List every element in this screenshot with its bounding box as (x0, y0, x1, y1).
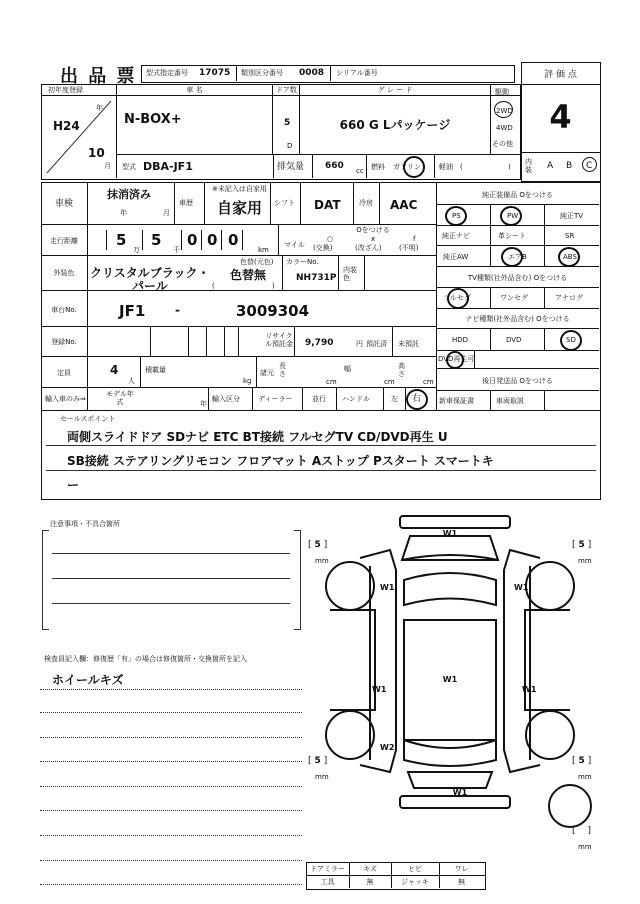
selling-points-line3: ー (67, 478, 80, 492)
tv-title: TV種類(社外品含む) Oをつける (467, 274, 568, 282)
class-label: 類別区分番号 (241, 69, 283, 77)
equip-airbag: エアB (508, 253, 527, 261)
damage-label-3: W1 (514, 583, 529, 592)
damage-label-5: W1 (442, 675, 458, 684)
mileage-opt2-mark: x (371, 235, 376, 243)
remark: ホイールキズ (52, 673, 124, 687)
interior-c: C (586, 161, 593, 171)
drive-4wd: 4WD (496, 124, 513, 132)
footer-header-1: ドアミラー (310, 865, 345, 873)
mileage-mile: マイル (284, 241, 305, 249)
navi-sd: SD (566, 336, 576, 344)
disp: 660 (325, 161, 344, 171)
model-label: 型式 (122, 163, 136, 171)
equip-aw: 純正AW (443, 253, 469, 261)
shift: DAT (314, 198, 341, 212)
fuel-light: 軽油 (439, 163, 453, 171)
evaluation-label: 評 価 点 (544, 70, 577, 80)
dims-height: 高さ (398, 362, 405, 378)
mileage-opt1-mark: ○ (327, 235, 334, 243)
dims-width: 幅 (344, 365, 351, 373)
mileage-circle-label: Oをつける (356, 226, 390, 234)
damage-label-4: W1 (372, 685, 387, 694)
shift-label: シフト (274, 199, 295, 207)
tread-fr-mm: mm (578, 557, 592, 565)
tread-spare-mm: mm (578, 843, 592, 851)
mileage-label: 走行距離 (50, 237, 78, 245)
fuel-gas-circle (403, 156, 425, 178)
capacity-unit: 人 (128, 377, 135, 385)
equip-sr: SR (565, 232, 575, 240)
tv-fullseg-circle (447, 288, 469, 309)
damage-label-7: W2 (380, 743, 395, 752)
color-code-label: カラーNo. (286, 258, 319, 266)
tread-rr-mm: mm (578, 773, 592, 781)
damage-label-8: W1 (452, 788, 468, 797)
first-reg-month-mark: 月 (104, 162, 111, 170)
footer-value-1: 工具 (320, 878, 335, 886)
recycle-not-deposited: 未預託 (398, 340, 419, 348)
capacity-value: 4 (110, 363, 119, 377)
recycle-unit: 円 (356, 340, 363, 348)
class-no: 0008 (299, 68, 325, 78)
mileage-digit-5: 0 (228, 231, 239, 249)
fuel-label: 燃料 (371, 163, 385, 171)
footer-header-4: ワレ (454, 865, 469, 873)
damage-label-2: W1 (380, 583, 395, 592)
tread-rl-mm: mm (315, 773, 329, 781)
chassis-prefix: JF1 (119, 302, 146, 320)
import-parallel: 並行 (312, 395, 326, 403)
car-name: N-BOX+ (124, 112, 182, 127)
model: DBA-JF1 (143, 160, 193, 173)
equip-abs-circle (558, 247, 580, 267)
ac-label: 冷房 (359, 199, 373, 207)
mileage-opt3-mark: f (413, 235, 416, 243)
equip-abs: ABS (563, 253, 577, 261)
mileage-digit-3: 0 (187, 231, 198, 249)
tread-rr: [ 5 ] (572, 756, 592, 766)
dvd-play-circle (446, 351, 464, 369)
model-year-label: モデル年式 (106, 390, 134, 406)
mileage-sen: 千 (173, 246, 180, 254)
color-line1: クリスタルブラック・ (90, 266, 210, 280)
footer-header-3: ヒビ (408, 865, 422, 873)
mileage-digit-4: 0 (207, 231, 218, 249)
dims-height-cm: cm (423, 378, 434, 386)
recycle-value: 9,790 (305, 338, 334, 348)
equip-title: 純正装備品 Oをつける (482, 191, 553, 199)
tv-fullseg: フルセグ (443, 294, 471, 302)
color-code: NH731P (296, 273, 337, 283)
first-reg-year: H24 (53, 119, 80, 133)
first-reg-label: 初年度登録 (48, 86, 83, 94)
mileage-digit-1: 5 (116, 231, 127, 249)
interior-c-circle (582, 157, 597, 172)
tread-fl-mm: mm (315, 557, 329, 565)
dvd-play: DVD再生可 (438, 355, 475, 363)
inspection-year: 年 (120, 209, 127, 217)
tread-fl: [ 5 ] (308, 540, 328, 550)
first-reg-year-mark: 年 (96, 104, 103, 112)
chassis-dash: - (175, 303, 180, 317)
navi-title: ナビ種類(社外品含む) Oをつける (465, 315, 570, 323)
spare-tire (548, 784, 592, 828)
import-label: 輸入車のみ⇒ (45, 395, 86, 403)
inspection-value: 抹消済み (107, 188, 151, 201)
drive-label: 駆動 (495, 88, 509, 96)
dims-label: 諸元 (260, 369, 274, 377)
ac: AAC (390, 198, 418, 212)
disp-label: 排気量 (277, 162, 305, 172)
mileage-digit-2: 5 (151, 231, 162, 249)
equip-pw-circle (500, 206, 522, 226)
repaint-paren-close: ) (272, 282, 275, 290)
drive-2wd: 2WD (496, 107, 513, 115)
fuel-gas: ガソリン (393, 163, 421, 171)
repaint-label: 色替(元色) (240, 258, 274, 266)
doors-d: D (287, 142, 293, 150)
equip-pw: PW (507, 212, 519, 220)
footer-value-4: 無 (458, 878, 465, 886)
import-right-circle (406, 389, 428, 410)
interior-label: 内装 (525, 158, 532, 174)
capacity-label: 定員 (57, 369, 71, 377)
doors: 5 (284, 118, 291, 128)
drive-2wd-circle (494, 101, 513, 118)
mileage-opt2: (改ざん) (355, 244, 382, 252)
chassis-label: 車台No. (51, 306, 77, 314)
navi-hdd: HDD (452, 336, 469, 344)
import-class-label: 輸入区分 (212, 395, 240, 403)
registration-label: 登録No. (51, 338, 77, 346)
load-label: 積載量 (145, 366, 166, 374)
damage-label-1: W1 (442, 529, 458, 538)
grade: 660 G Lパッケージ (339, 118, 451, 132)
chassis-number: 3009304 (236, 302, 310, 320)
model-year-mark: 年 (200, 400, 207, 408)
dims-width-cm: cm (384, 378, 395, 386)
car-name-label: 車 名 (186, 86, 203, 94)
color-label: 外装色 (53, 269, 75, 277)
model-cert-no: 17075 (199, 68, 231, 78)
load-unit: kg (243, 377, 252, 385)
fuel-paren-close: ) (508, 163, 511, 171)
damage-label-6: W1 (522, 685, 537, 694)
tread-rl: [ 5 ] (308, 756, 328, 766)
tv-oneseg: ワンセグ (500, 294, 528, 302)
fuel-paren-open: ( (460, 163, 463, 171)
repaint-paren-open: ( (212, 282, 215, 290)
inspector-note: 検査員記入欄：修復歴「有」の場合は修復箇所・交換箇所を記入 (44, 655, 247, 663)
navi-dvd: DVD (506, 336, 522, 344)
footer-value-3: ジャッキ (401, 878, 429, 886)
inspection-month: 月 (163, 209, 170, 217)
serial-label: シリアル番号 (336, 69, 378, 77)
equip-ps-circle (445, 206, 467, 226)
interior-color-label: 内装色 (343, 266, 357, 282)
footer-value-2: 無 (366, 878, 374, 886)
evaluation-score: 4 (549, 98, 572, 136)
navi-sd-circle (560, 330, 582, 351)
notes-title: 注意事項・不具合箇所 (50, 520, 120, 528)
color-line2: パール (132, 279, 168, 293)
later-manual: 車両取説 (496, 397, 524, 405)
selling-points-label: セールスポイント (60, 415, 116, 423)
history-note: ※未記入は自家用 (212, 185, 267, 193)
form-title: 出 品 票 (60, 66, 137, 87)
mileage-opt3: (不明) (399, 244, 419, 252)
equip-tv: 純正TV (560, 212, 584, 220)
first-reg-month: 10 (88, 146, 105, 160)
doors-label: ドア数 (276, 86, 297, 94)
later-warranty: 新車保証書 (439, 397, 474, 405)
history: 自家用 (217, 199, 263, 217)
equip-airbag-circle (501, 247, 523, 267)
tread-fr: [ 5 ] (572, 540, 592, 550)
recycle-deposited: 預託済 (366, 340, 387, 348)
equip-navi: 純正ナビ (442, 232, 470, 240)
grade-label: グ レ ー ド (377, 86, 413, 94)
inspection-label: 車検 (54, 199, 73, 209)
mileage-km: km (258, 246, 269, 254)
selling-points-line1: 両側スライドドア SDナビ ETC BT接続 フルセグTV CD/DVD再生 U (67, 430, 448, 444)
disp-unit: cc (356, 167, 364, 175)
import-right: 右 (412, 394, 422, 404)
dims-length: 長さ (279, 362, 286, 378)
selling-points-line2: SB接続 ステアリングリモコン フロアマット Aストップ Pスタート スマートキ (67, 454, 494, 468)
drive-other: その他 (492, 140, 513, 148)
mileage-man: 万 (133, 246, 140, 254)
model-cert-label: 型式指定番号 (146, 69, 188, 77)
import-handle: ハンドル (342, 395, 370, 403)
tv-analog: アナログ (555, 294, 583, 302)
footer-header-2: キズ (363, 865, 377, 873)
tread-spare: [ ] (572, 826, 592, 836)
repaint: 色替無 (230, 268, 267, 282)
import-dealer: ディーラー (258, 395, 293, 403)
later-title: 後日発送品 Oをつける (482, 377, 553, 385)
header-info-bar (141, 65, 515, 83)
history-label: 車歴 (179, 199, 193, 207)
dims-length-cm: cm (326, 378, 337, 386)
equip-ps: PS (452, 212, 461, 220)
equip-leather: 革シート (498, 232, 526, 240)
interior-a: A (547, 161, 554, 171)
import-left: 左 (391, 395, 398, 403)
mileage-opt1: (交換) (313, 244, 333, 252)
interior-b: B (566, 161, 573, 171)
recycle-label: リサイクル預託金 (265, 332, 293, 348)
